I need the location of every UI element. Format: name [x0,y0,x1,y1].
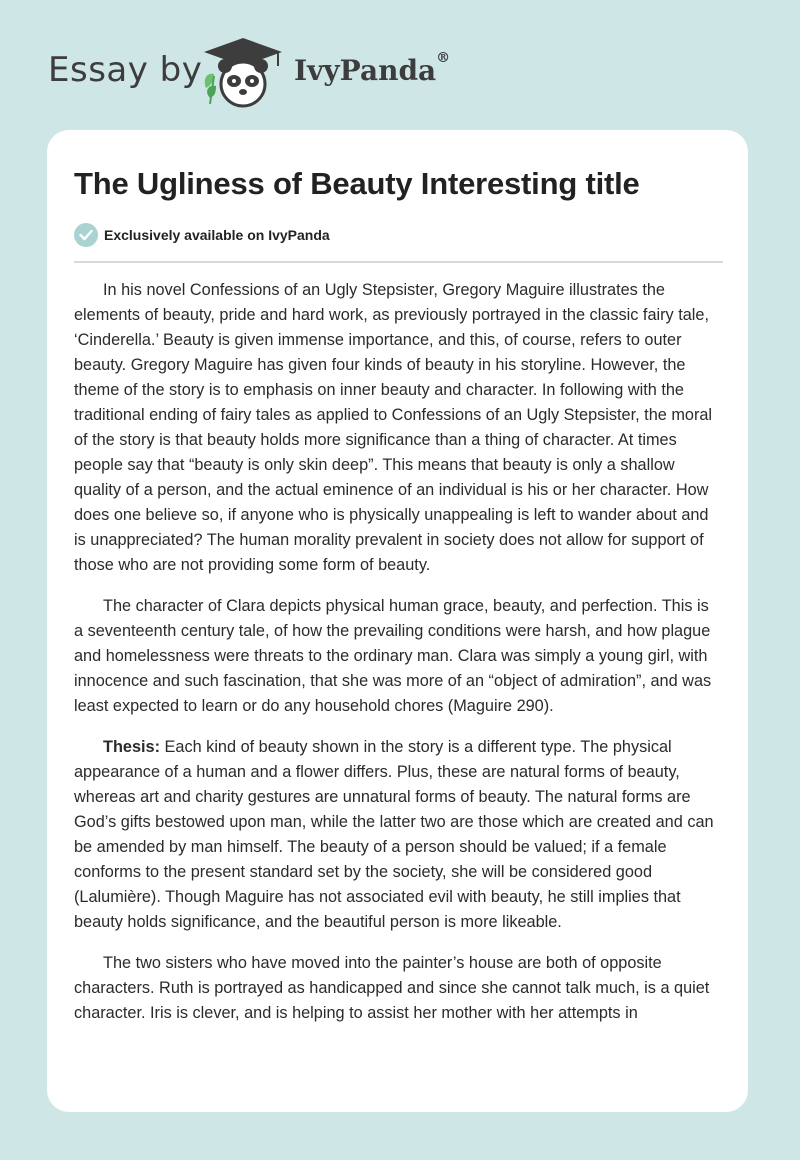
exclusive-badge [74,222,330,248]
check-circle-icon [74,223,98,247]
paragraph-1: In his novel Confessions of an Ugly Stepsister, Gregory Maguire illustrates the elements of beauty, pride and hard work, as previously portrayed in the classic fairy tale, ‘Cinderella.’ Beauty is given immense importance, and this, of course, refers to outer beauty. Gregory Maguire has given four kinds of beauty in his storyline. However, the theme of the story is to emphasis on inner beauty and character. In following with the traditional ending of fairy tales as applied to Confessions of an Ugly Stepsister, the moral of the story is that beauty holds more significance than a thing of character. At times people say that “beauty is only skin deep”. This means that beauty is only a shallow quality of a person, and the actual eminence of an individual is his or her character. How does one believe so, if anyone who is physically unappealing is left to wander about and is unappreciated? The human morality prevalent in society does not allow for support of those who are not providing some form of beauty. [74,281,713,574]
paragraph-thesis [74,735,722,935]
badge-label: Exclusively available on IvyPanda [104,227,330,243]
brand-name[interactable] [294,50,451,87]
site-header [0,0,800,130]
thesis-text: Each kind of beauty shown in the story is a different type. The physical appearance of a human and a flower differs. Plus, these are natural forms of beauty, whereas art and charity gestures are unnatural forms of beauty. The natural forms are God’s gifts bestowed upon man, while the latter two are those which are created and can be amended by man himself. The beauty of a person should be valued; if a female conforms to the present standard set by the society, she will be considered good (Lalumière). Though Maguire has not associated evil with beauty, he still implies that beauty holds significance, and the beautiful person is more likeable. [74,738,714,931]
paragraph-2: The character of Clara depicts physical human grace, beauty, and perfection. This is a seventeenth century tale, of how the prevailing conditions were harsh, and how plague and homelessness were threats to the ordinary man. Clara was simply a young girl, with innocence and such fascination, that she was more of an “object of admiration”, and was least expected to learn or do any household chores (Maguire 290). [74,597,712,715]
panda-graduate-icon[interactable] [198,36,288,108]
thesis-label: Thesis: [103,738,161,756]
page-title: The Ugliness of Beauty Interesting title [74,166,640,201]
essay-card [47,130,748,1112]
brand-prefix: Essay by [48,50,203,90]
essay-body [74,278,722,1042]
brand-name-text: IvyPanda [294,54,437,87]
paragraph-4: The two sisters who have moved into the painter’s house are both of opposite characters. Ruth is portrayed as handicapped and since she cannot talk much, is a quiet character. Iris is clever, and is helping to assist her mother with her attempts in [74,954,710,1022]
registered-mark: ® [436,50,451,66]
divider [74,261,723,263]
